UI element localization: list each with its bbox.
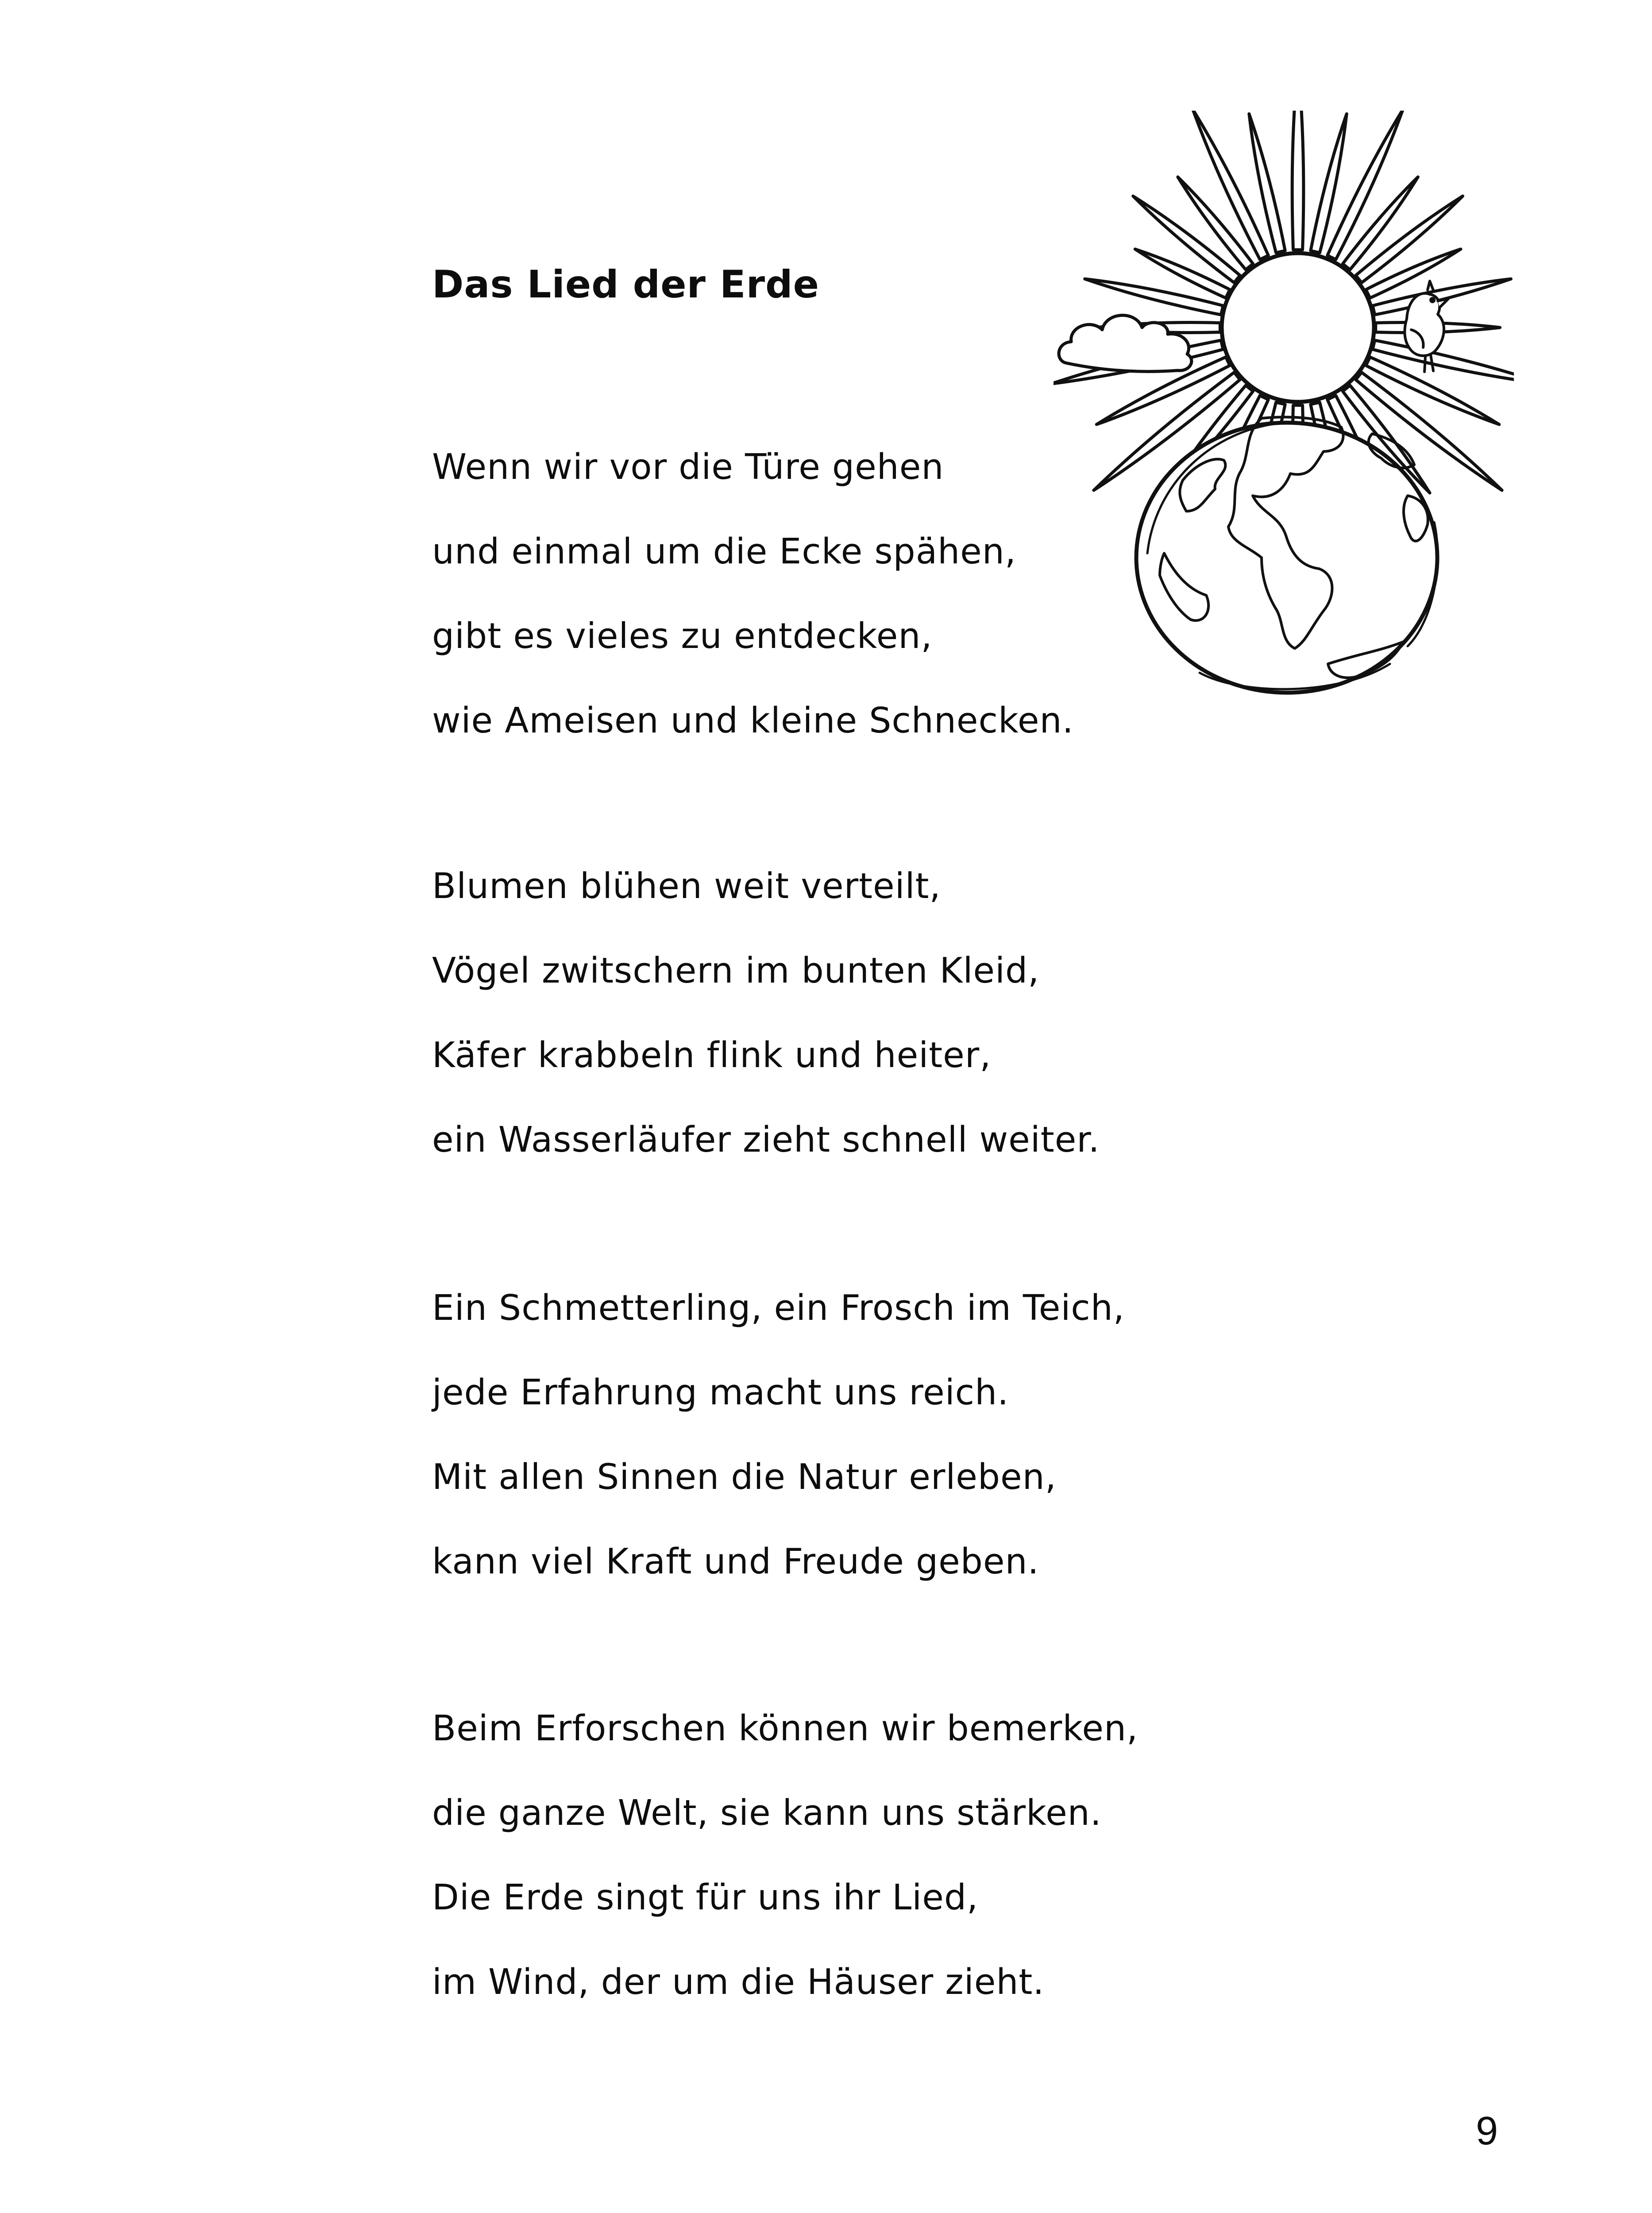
poem-line: Vögel zwitschern im bunten Kleid,: [432, 950, 1040, 991]
poem-stanza-1: [432, 425, 1074, 763]
poem-line: Die Erde singt für uns ihr Lied,: [432, 1877, 979, 1918]
poem-title: Das Lied der Erde: [432, 262, 819, 307]
poem-line: im Wind, der um die Häuser zieht.: [432, 1962, 1045, 2002]
poem-line: ein Wasserläufer zieht schnell weiter.: [432, 1119, 1100, 1160]
poem-line: Käfer krabbeln flink und heiter,: [432, 1035, 992, 1076]
poem-line: wie Ameisen und kleine Schnecken.: [432, 700, 1074, 741]
poem-line: Beim Erforschen können wir bemerken,: [432, 1708, 1139, 1749]
poem-line: die ganze Welt, sie kann uns stärken.: [432, 1793, 1102, 1833]
poem-line: gibt es vieles zu entdecken,: [432, 616, 933, 656]
poem-line: jede Erfahrung macht uns reich.: [432, 1372, 1009, 1413]
earth-globe-icon: [1136, 417, 1438, 693]
sun-earth-illustration: [1054, 111, 1514, 695]
poem-stanza-2: [432, 844, 1100, 1182]
poem-stanza-4: [432, 1686, 1138, 2024]
poem-line: Wenn wir vor die Türe gehen: [432, 447, 944, 487]
sun-icon: [1222, 253, 1374, 402]
poem-line: kann viel Kraft und Freude geben.: [432, 1541, 1039, 1582]
page-number: 9: [1475, 2109, 1498, 2153]
poem-line: und einmal um die Ecke spähen,: [432, 531, 1016, 572]
poem-line: Ein Schmetterling, ein Frosch im Teich,: [432, 1288, 1125, 1328]
poem-line: Mit allen Sinnen die Natur erleben,: [432, 1457, 1057, 1497]
poem-line: Blumen blühen weit verteilt,: [432, 866, 941, 906]
sun-ray: [1292, 111, 1304, 250]
poem-stanza-3: [432, 1266, 1125, 1604]
